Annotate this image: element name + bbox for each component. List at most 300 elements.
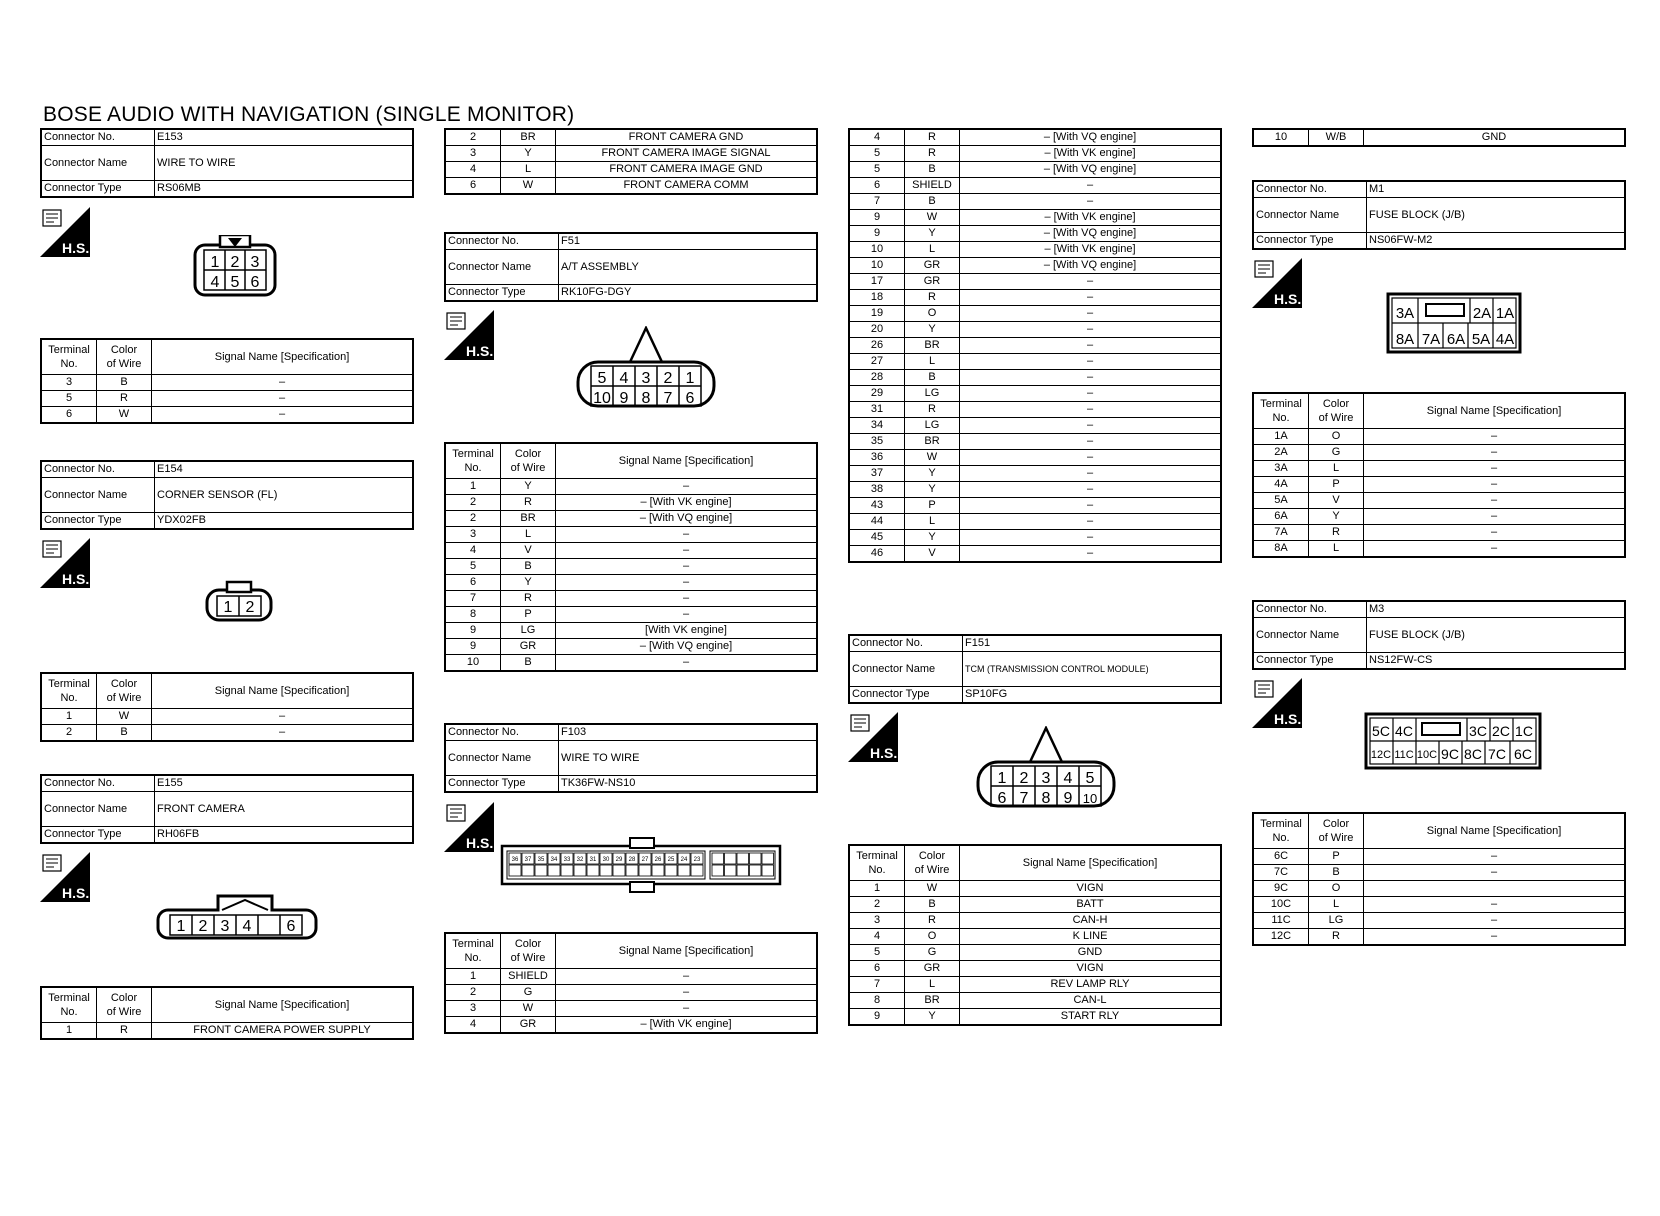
svg-text:2: 2: [663, 370, 673, 387]
signal-name: –: [960, 290, 1222, 306]
signal-name: –: [960, 450, 1222, 466]
signal-name: CAN-H: [960, 913, 1222, 929]
connector-no-value: E155: [155, 775, 414, 792]
label-connector-name: Connector Name: [445, 250, 559, 285]
wire-color: L: [905, 242, 960, 258]
connector-name-value: FUSE BLOCK (J/B): [1367, 618, 1626, 653]
terminal-no: 18: [849, 290, 905, 306]
wire-color: LG: [905, 418, 960, 434]
hs-icon: [848, 712, 898, 762]
table-row: [1253, 897, 1625, 913]
signal-name: –: [960, 466, 1222, 482]
terminal-no: 3A: [1253, 461, 1309, 477]
signal-name: –: [960, 370, 1222, 386]
svg-text:10: 10: [593, 390, 611, 407]
wire-color: GR: [905, 258, 960, 274]
connector-name-value: FRONT CAMERA: [155, 792, 414, 827]
signal-name: – [With VQ engine]: [960, 162, 1222, 178]
table-row: 10 W/B GND: [1253, 129, 1625, 146]
header-terminal-no: Terminal No.: [1253, 393, 1309, 429]
connector-name-value: A/T ASSEMBLY: [559, 250, 818, 285]
column-3: [848, 0, 1222, 1216]
header-terminal-no: Terminal No.: [849, 845, 905, 881]
connector-info-f151: [848, 634, 1222, 704]
wire-color: P: [1309, 849, 1364, 865]
connector-name-value: CORNER SENSOR (FL): [155, 478, 414, 513]
signal-name: – [With VK engine]: [960, 146, 1222, 162]
table-row: [849, 881, 1221, 897]
signal-name: –: [1364, 897, 1626, 913]
wire-color: G: [905, 945, 960, 961]
svg-text:H.S.: H.S.: [62, 885, 90, 901]
terminal-no: 1: [849, 881, 905, 897]
wire-color: O: [905, 306, 960, 322]
page-title: BOSE AUDIO WITH NAVIGATION (SINGLE MONITOR): [43, 103, 575, 126]
svg-text:H.S.: H.S.: [466, 835, 494, 851]
svg-text:2A: 2A: [1472, 305, 1492, 322]
signal-name: –: [960, 434, 1222, 450]
label-connector-type: Connector Type: [1253, 653, 1367, 670]
svg-text:11C: 11C: [1394, 749, 1414, 761]
terminal-table-m3: [1252, 812, 1626, 946]
connector-diagram-e153: [190, 235, 280, 305]
signal-name: –: [1364, 493, 1626, 509]
svg-text:H.S.: H.S.: [62, 571, 90, 587]
pin-cell: [725, 865, 737, 876]
table-row: [1253, 429, 1625, 445]
svg-text:6A: 6A: [1446, 331, 1466, 348]
table-row: [849, 434, 1221, 450]
wire-color: LG: [905, 386, 960, 402]
signal-name: BATT: [960, 897, 1222, 913]
table-row: [849, 210, 1221, 226]
table-row: [1253, 929, 1625, 946]
svg-text:6: 6: [250, 274, 260, 291]
header-signal-name: Signal Name [Specification]: [556, 443, 818, 479]
svg-text:12C: 12C: [1370, 749, 1392, 761]
signal-name: –: [1364, 509, 1626, 525]
wire-color: O: [1309, 881, 1364, 897]
terminal-no: 38: [849, 482, 905, 498]
svg-text:4: 4: [242, 918, 252, 935]
svg-text:3C: 3C: [1469, 723, 1487, 739]
pin-label: 31: [589, 857, 597, 863]
svg-text:H.S.: H.S.: [466, 343, 494, 359]
table-row: 1 SHIELD –: [445, 969, 817, 985]
pin-label: 24: [680, 857, 688, 863]
table-row: 9 LG [With VK engine]: [445, 623, 817, 639]
pin-label: 29: [615, 857, 623, 863]
connector-no-value: F103: [559, 724, 818, 741]
table-row: [849, 370, 1221, 386]
terminal-no: 6: [849, 961, 905, 977]
svg-text:9C: 9C: [1441, 746, 1459, 762]
pin-label: 32: [576, 857, 584, 863]
signal-name: –: [960, 322, 1222, 338]
terminal-table-m1: [1252, 392, 1626, 558]
table-row: [849, 482, 1221, 498]
signal-name: CAN-L: [960, 993, 1222, 1009]
label-connector-type: Connector Type: [41, 513, 155, 530]
terminal-no: 5: [849, 162, 905, 178]
label-connector-name: Connector Name: [1253, 618, 1367, 653]
terminal-no: 37: [849, 466, 905, 482]
terminal-no: 20: [849, 322, 905, 338]
table-row: 2 BR – [With VQ engine]: [445, 511, 817, 527]
table-row: [849, 913, 1221, 929]
svg-text:6: 6: [997, 790, 1007, 807]
pin-label: 23: [693, 857, 701, 863]
table-row: [849, 129, 1221, 146]
hs-icon: [40, 207, 90, 257]
terminal-no: 34: [849, 418, 905, 434]
header-signal-name: Signal Name [Specification]: [1364, 813, 1626, 849]
terminal-no: 9C: [1253, 881, 1309, 897]
signal-name: –: [1364, 477, 1626, 493]
pin-cell: [522, 865, 534, 876]
wire-color: L: [1309, 461, 1364, 477]
svg-text:1: 1: [176, 918, 186, 935]
table-row: 7 R –: [445, 591, 817, 607]
svg-text:1: 1: [223, 599, 233, 616]
table-row: 2 R – [With VK engine]: [445, 495, 817, 511]
svg-text:9: 9: [1063, 790, 1073, 807]
connector-type-value: TK36FW-NS10: [559, 776, 818, 793]
header-terminal-no: Terminal No.: [41, 987, 97, 1023]
connector-name-value: TCM (TRANSMISSION CONTROL MODULE): [963, 652, 1222, 687]
pin-label: 36: [511, 857, 519, 863]
table-row: [1253, 849, 1625, 865]
terminal-no: 5: [849, 945, 905, 961]
signal-name: – [With VK engine]: [960, 242, 1222, 258]
terminal-no: 31: [849, 402, 905, 418]
wire-color: Y: [905, 1009, 960, 1026]
wire-color: L: [905, 977, 960, 993]
terminal-table-f151-continued: [1252, 128, 1626, 147]
wire-color: O: [905, 929, 960, 945]
label-connector-type: Connector Type: [41, 827, 155, 844]
pin-label: 28: [628, 857, 636, 863]
header-terminal-no: Terminal No.: [41, 673, 97, 709]
terminal-no: 7A: [1253, 525, 1309, 541]
signal-name: VIGN: [960, 881, 1222, 897]
pin-cell: [712, 853, 724, 864]
signal-name: – [With VQ engine]: [960, 226, 1222, 242]
wire-color: SHIELD: [905, 178, 960, 194]
table-row: 9 GR – [With VQ engine]: [445, 639, 817, 655]
svg-text:2C: 2C: [1492, 723, 1510, 739]
table-row: [1253, 541, 1625, 558]
signal-name: START RLY: [960, 1009, 1222, 1026]
signal-name: –: [1364, 913, 1626, 929]
connector-diagram-m1: [1386, 292, 1522, 356]
connector-no-value: E153: [155, 129, 414, 146]
header-wire-color: Color of Wire: [501, 443, 556, 479]
header-wire-color: Color of Wire: [1309, 393, 1364, 429]
terminal-no: 6: [849, 178, 905, 194]
svg-text:5: 5: [1085, 770, 1095, 787]
wire-color: V: [1309, 493, 1364, 509]
pin-cell: [665, 865, 677, 876]
table-row: [849, 194, 1221, 210]
terminal-table-f103: [444, 932, 818, 1034]
svg-text:8: 8: [1041, 790, 1051, 807]
svg-text:8A: 8A: [1395, 331, 1415, 348]
connector-no-value: M3: [1367, 601, 1626, 618]
terminal-no: 3: [849, 913, 905, 929]
wire-color: L: [905, 514, 960, 530]
svg-text:H.S.: H.S.: [1274, 711, 1302, 727]
pin-cell: [678, 865, 690, 876]
terminal-no: 5: [849, 146, 905, 162]
signal-name: –: [1364, 929, 1626, 946]
label-connector-type: Connector Type: [445, 285, 559, 302]
table-row: [1253, 881, 1625, 897]
table-row: 3 B –: [41, 375, 413, 391]
table-row: [849, 226, 1221, 242]
svg-text:2: 2: [198, 918, 208, 935]
connector-type-value: RK10FG-DGY: [559, 285, 818, 302]
connector-info-f103: [444, 723, 818, 793]
connector-type-value: RH06FB: [155, 827, 414, 844]
wire-color: L: [1309, 541, 1364, 558]
wire-color: BR: [905, 338, 960, 354]
connector-type-value: NS12FW-CS: [1367, 653, 1626, 670]
table-row: [849, 258, 1221, 274]
svg-text:5A: 5A: [1471, 331, 1491, 348]
pin-cell: [712, 865, 724, 876]
wire-color: LG: [1309, 913, 1364, 929]
terminal-no: 27: [849, 354, 905, 370]
wire-color: R: [905, 290, 960, 306]
label-connector-name: Connector Name: [41, 792, 155, 827]
svg-text:6: 6: [286, 918, 296, 935]
header-signal-name: Signal Name [Specification]: [152, 987, 414, 1023]
signal-name: K LINE: [960, 929, 1222, 945]
terminal-no: 7: [849, 194, 905, 210]
signal-name: –: [960, 530, 1222, 546]
svg-text:6: 6: [685, 390, 695, 407]
svg-text:H.S.: H.S.: [870, 745, 898, 761]
table-row: 3 Y FRONT CAMERA IMAGE SIGNAL: [445, 146, 817, 162]
label-connector-no: Connector No.: [1253, 181, 1367, 198]
table-row: 5 B –: [445, 559, 817, 575]
signal-name: GND: [960, 945, 1222, 961]
signal-name: –: [960, 194, 1222, 210]
table-row: [849, 546, 1221, 563]
table-row: [849, 418, 1221, 434]
table-row: 3 L –: [445, 527, 817, 543]
label-connector-no: Connector No.: [1253, 601, 1367, 618]
header-wire-color: Color of Wire: [97, 339, 152, 375]
signal-name: –: [960, 514, 1222, 530]
wire-color: R: [905, 913, 960, 929]
label-connector-name: Connector Name: [41, 146, 155, 181]
label-connector-no: Connector No.: [41, 461, 155, 478]
table-row: [849, 290, 1221, 306]
table-row: [849, 274, 1221, 290]
svg-text:7: 7: [1019, 790, 1029, 807]
wire-color: R: [1309, 525, 1364, 541]
wire-color: R: [1309, 929, 1364, 946]
header-signal-name: Signal Name [Specification]: [152, 673, 414, 709]
svg-text:1: 1: [210, 254, 220, 271]
label-connector-name: Connector Name: [849, 652, 963, 687]
column-4: [1252, 0, 1626, 1216]
connector-info-e154: [40, 460, 414, 530]
wire-color: Y: [905, 482, 960, 498]
signal-name: –: [1364, 541, 1626, 558]
svg-text:4A: 4A: [1495, 331, 1515, 348]
terminal-no: 10C: [1253, 897, 1309, 913]
label-connector-type: Connector Type: [445, 776, 559, 793]
table-row: [849, 386, 1221, 402]
connector-type-value: RS06MB: [155, 181, 414, 198]
terminal-no: 10: [849, 258, 905, 274]
terminal-no: 5A: [1253, 493, 1309, 509]
terminal-no: 6A: [1253, 509, 1309, 525]
svg-text:H.S.: H.S.: [62, 240, 90, 256]
table-row: [1253, 493, 1625, 509]
terminal-table-f103-continued: [848, 128, 1222, 563]
header-terminal-no: Terminal No.: [445, 933, 501, 969]
signal-name: – [With VQ engine]: [960, 258, 1222, 274]
table-row: 4 L FRONT CAMERA IMAGE GND: [445, 162, 817, 178]
table-row: [849, 993, 1221, 1009]
connector-name-value: WIRE TO WIRE: [559, 741, 818, 776]
svg-text:2: 2: [1019, 770, 1029, 787]
pin-label: 35: [537, 857, 545, 863]
terminal-no: 36: [849, 450, 905, 466]
hs-icon: [444, 310, 494, 360]
signal-name: –: [1364, 849, 1626, 865]
pin-cell: [750, 865, 762, 876]
wire-color: B: [905, 162, 960, 178]
table-row: 3 W –: [445, 1001, 817, 1017]
table-row: [849, 242, 1221, 258]
wire-color: L: [905, 354, 960, 370]
signal-name: –: [1364, 865, 1626, 881]
pin-label: 30: [602, 857, 610, 863]
wire-color: Y: [1309, 509, 1364, 525]
svg-text:9: 9: [619, 390, 629, 407]
connector-diagram-f103: [500, 836, 782, 894]
pin-label: 34: [550, 857, 558, 863]
header-signal-name: Signal Name [Specification]: [960, 845, 1222, 881]
header-wire-color: Color of Wire: [1309, 813, 1364, 849]
signal-name: –: [1364, 429, 1626, 445]
hs-icon: [1252, 258, 1302, 308]
terminal-no: 4A: [1253, 477, 1309, 493]
connector-name-value: WIRE TO WIRE: [155, 146, 414, 181]
svg-text:5C: 5C: [1372, 723, 1390, 739]
pin-cell: [535, 865, 547, 876]
pin-cell: [509, 865, 521, 876]
table-row: [849, 450, 1221, 466]
column-2: [444, 0, 818, 1216]
table-row: [1253, 913, 1625, 929]
wire-color: Y: [905, 466, 960, 482]
connector-no-value: M1: [1367, 181, 1626, 198]
wire-color: B: [905, 194, 960, 210]
svg-text:10C: 10C: [1416, 749, 1438, 761]
label-connector-type: Connector Type: [41, 181, 155, 198]
signal-name: –: [960, 274, 1222, 290]
terminal-no: 9: [849, 1009, 905, 1026]
header-terminal-no: Terminal No.: [41, 339, 97, 375]
terminal-no: 44: [849, 514, 905, 530]
pin-cell: [613, 865, 625, 876]
table-row: [1253, 461, 1625, 477]
wire-color: W: [905, 450, 960, 466]
table-row: [849, 977, 1221, 993]
table-row: [1253, 865, 1625, 881]
wire-color: B: [1309, 865, 1364, 881]
header-wire-color: Color of Wire: [905, 845, 960, 881]
terminal-no: 12C: [1253, 929, 1309, 946]
terminal-table-f51: [444, 442, 818, 672]
signal-name: [1364, 881, 1626, 897]
terminal-no: 28: [849, 370, 905, 386]
label-connector-no: Connector No.: [41, 129, 155, 146]
connector-no-value: F51: [559, 233, 818, 250]
table-row: [849, 530, 1221, 546]
signal-name: –: [960, 402, 1222, 418]
wire-color: R: [905, 402, 960, 418]
connector-diagram-f51: [574, 326, 718, 418]
table-row: 5 R –: [41, 391, 413, 407]
hs-icon: [1252, 678, 1302, 728]
signal-name: VIGN: [960, 961, 1222, 977]
connector-type-value: NS06FW-M2: [1367, 233, 1626, 250]
wire-color: GR: [905, 961, 960, 977]
pin-cell: [725, 853, 737, 864]
pin-cell: [652, 865, 664, 876]
terminal-no: 19: [849, 306, 905, 322]
column-1: [40, 0, 414, 1216]
label-connector-name: Connector Name: [41, 478, 155, 513]
signal-name: –: [960, 386, 1222, 402]
label-connector-no: Connector No.: [41, 775, 155, 792]
svg-text:4: 4: [210, 274, 220, 291]
svg-text:8: 8: [641, 390, 651, 407]
table-row: [1253, 509, 1625, 525]
hs-icon: [40, 852, 90, 902]
connector-name-value: FUSE BLOCK (J/B): [1367, 198, 1626, 233]
signal-name: –: [1364, 461, 1626, 477]
table-row: 6 W –: [41, 407, 413, 424]
terminal-table-e154: [40, 672, 414, 742]
table-row: [849, 306, 1221, 322]
wire-color: P: [905, 498, 960, 514]
terminal-table-e155-continued: [444, 128, 818, 195]
connector-diagram-e155: [156, 886, 320, 946]
terminal-no: 7: [849, 977, 905, 993]
signal-name: –: [1364, 525, 1626, 541]
label-connector-name: Connector Name: [445, 741, 559, 776]
signal-name: –: [960, 306, 1222, 322]
terminal-no: 11C: [1253, 913, 1309, 929]
signal-name: –: [960, 546, 1222, 563]
signal-name: –: [960, 418, 1222, 434]
table-row: [849, 897, 1221, 913]
pin-label: 33: [563, 857, 571, 863]
svg-text:3: 3: [1041, 770, 1051, 787]
pin-label: 27: [641, 857, 649, 863]
wire-color: R: [905, 129, 960, 146]
terminal-table-e153: [40, 338, 414, 424]
table-row: [1253, 445, 1625, 461]
